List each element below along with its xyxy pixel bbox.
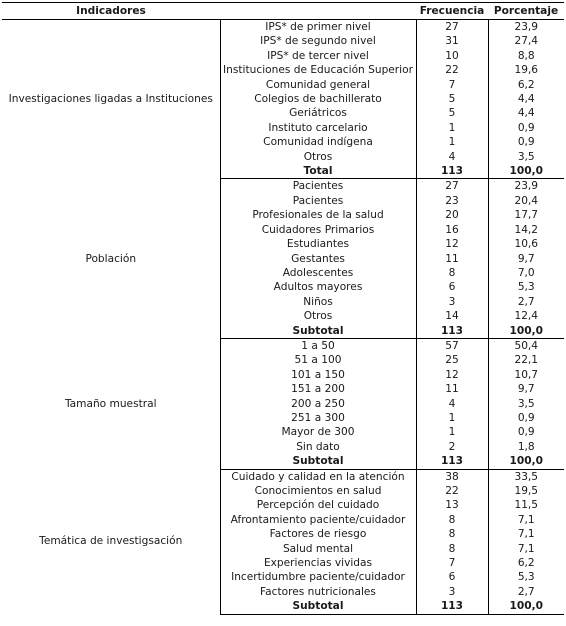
frequency-cell: 6 <box>416 570 488 584</box>
category-cell: IPS* de segundo nivel <box>220 34 416 48</box>
header-porcentaje: Porcentaje <box>488 3 564 20</box>
percentage-cell: 5,3 <box>517 281 535 294</box>
category-cell: Subtotal <box>220 599 416 614</box>
frequency-cell: 27 <box>416 20 488 35</box>
frequency-cell: 113 <box>416 164 488 179</box>
section-label: Investigaciones ligadas a Instituciones <box>2 20 220 179</box>
header-blank <box>220 3 416 20</box>
indicators-table-container <box>2 2 564 615</box>
frequency-cell: 16 <box>416 223 488 237</box>
table-row <box>2 179 564 194</box>
frequency-cell: 23 <box>416 194 488 208</box>
category-cell: Colegios de bachillerato <box>220 92 416 106</box>
percentage-cell: 9,7 <box>517 383 535 396</box>
table-body <box>2 20 564 615</box>
frequency-cell: 5 <box>416 106 488 120</box>
frequency-cell: 25 <box>416 353 488 367</box>
percentage-cell: 50,4 <box>514 339 539 352</box>
percentage-cell: 100,0 <box>488 164 564 179</box>
percentage-cell: 8,8 <box>517 49 535 62</box>
percentage-cell: 3,5 <box>517 150 535 163</box>
frequency-cell: 1 <box>416 135 488 149</box>
section-label: Temática de investigsación <box>2 469 220 614</box>
category-cell: Pacientes <box>220 179 416 194</box>
frequency-cell: 22 <box>416 484 488 498</box>
percentage-cell: 19,5 <box>514 485 539 497</box>
percentage-cell: 22,1 <box>514 354 539 367</box>
category-cell: Profesionales de la salud <box>220 208 416 222</box>
percentage-cell: 0,9 <box>517 411 535 424</box>
category-cell: Adultos mayores <box>220 280 416 294</box>
frequency-cell: 8 <box>416 513 488 527</box>
frequency-cell: 12 <box>416 237 488 251</box>
percentage-cell: 0,9 <box>517 121 535 134</box>
category-cell: Afrontamiento paciente/cuidador <box>220 513 416 527</box>
frequency-cell: 113 <box>416 599 488 614</box>
frequency-cell: 113 <box>416 454 488 469</box>
category-cell: Subtotal <box>220 324 416 339</box>
percentage-cell: 5,3 <box>517 571 535 584</box>
percentage-cell: 17,7 <box>514 209 539 222</box>
category-cell: Estudiantes <box>220 237 416 251</box>
percentage-cell: 4,4 <box>517 107 535 120</box>
frequency-cell: 8 <box>416 266 488 280</box>
percentage-cell: 1,8 <box>517 440 535 453</box>
table-header-row <box>2 3 564 20</box>
frequency-cell: 1 <box>416 121 488 135</box>
frequency-cell: 7 <box>416 78 488 92</box>
frequency-cell: 3 <box>416 585 488 599</box>
percentage-cell: 6,2 <box>517 557 535 570</box>
percentage-cell: 4,4 <box>517 93 535 106</box>
category-cell: Conocimientos en salud <box>220 484 416 498</box>
percentage-cell: 7,1 <box>517 542 535 555</box>
frequency-cell: 113 <box>416 324 488 339</box>
percentage-cell: 10,6 <box>514 238 539 251</box>
frequency-cell: 8 <box>416 542 488 556</box>
frequency-cell: 4 <box>416 150 488 164</box>
category-cell: Incertidumbre paciente/cuidador <box>220 570 416 584</box>
category-cell: Otros <box>220 150 416 164</box>
percentage-cell: 100,0 <box>488 324 564 339</box>
section-label: Población <box>2 179 220 338</box>
frequency-cell: 3 <box>416 295 488 309</box>
category-cell: Comunidad indígena <box>220 135 416 149</box>
frequency-cell: 7 <box>416 556 488 570</box>
percentage-cell: 100,0 <box>488 454 564 469</box>
percentage-cell: 27,4 <box>514 35 539 48</box>
category-cell: Factores de riesgo <box>220 527 416 541</box>
percentage-cell: 23,9 <box>514 21 539 33</box>
percentage-cell: 14,2 <box>514 223 539 236</box>
percentage-cell: 19,6 <box>514 64 539 77</box>
percentage-cell: 20,4 <box>514 194 539 207</box>
frequency-cell: 20 <box>416 208 488 222</box>
percentage-cell: 6,2 <box>517 78 535 91</box>
frequency-cell: 6 <box>416 280 488 294</box>
frequency-cell: 8 <box>416 527 488 541</box>
percentage-cell: 2,7 <box>517 295 535 308</box>
header-frecuencia: Frecuencia <box>416 3 488 20</box>
frequency-cell: 13 <box>416 498 488 512</box>
frequency-cell: 31 <box>416 34 488 48</box>
category-cell: Mayor de 300 <box>220 425 416 439</box>
category-cell: Comunidad general <box>220 78 416 92</box>
table-row <box>2 469 564 484</box>
percentage-cell: 100,0 <box>488 599 564 614</box>
percentage-cell: 0,9 <box>517 426 535 439</box>
percentage-cell: 12,4 <box>514 310 539 323</box>
category-cell: Geriátricos <box>220 106 416 120</box>
percentage-cell: 33,5 <box>514 470 539 483</box>
category-cell: Total <box>220 164 416 179</box>
table-row <box>2 20 564 35</box>
category-cell: Salud mental <box>220 542 416 556</box>
frequency-cell: 4 <box>416 397 488 411</box>
category-cell: Experiencias vividas <box>220 556 416 570</box>
category-cell: IPS* de tercer nivel <box>220 49 416 63</box>
category-cell: Gestantes <box>220 252 416 266</box>
frequency-cell: 1 <box>416 425 488 439</box>
category-cell: Sin dato <box>220 440 416 454</box>
category-cell: Factores nutricionales <box>220 585 416 599</box>
frequency-cell: 11 <box>416 252 488 266</box>
header-indicadores: Indicadores <box>2 3 220 20</box>
category-cell: 1 a 50 <box>220 338 416 353</box>
category-cell: Subtotal <box>220 454 416 469</box>
percentage-cell: 0,9 <box>517 136 535 149</box>
category-cell: Cuidado y calidad en la atención <box>220 469 416 484</box>
section-label: Tamaño muestral <box>2 338 220 469</box>
category-cell: Adolescentes <box>220 266 416 280</box>
percentage-cell: 10,7 <box>514 368 539 381</box>
frequency-cell: 2 <box>416 440 488 454</box>
category-cell: Instituto carcelario <box>220 121 416 135</box>
frequency-cell: 57 <box>416 338 488 353</box>
category-cell: 101 a 150 <box>220 368 416 382</box>
percentage-cell: 7,0 <box>517 266 535 279</box>
category-cell: 251 a 300 <box>220 411 416 425</box>
percentage-cell: 11,5 <box>514 499 539 512</box>
category-cell: 51 a 100 <box>220 353 416 367</box>
frequency-cell: 11 <box>416 382 488 396</box>
category-cell: Cuidadores Primarios <box>220 223 416 237</box>
category-cell: Percepción del cuidado <box>220 498 416 512</box>
category-cell: IPS* de primer nivel <box>220 20 416 35</box>
category-cell: 151 a 200 <box>220 382 416 396</box>
frequency-cell: 12 <box>416 368 488 382</box>
frequency-cell: 38 <box>416 469 488 484</box>
table-row <box>2 338 564 353</box>
category-cell: Niños <box>220 295 416 309</box>
category-cell: Pacientes <box>220 194 416 208</box>
frequency-cell: 14 <box>416 309 488 323</box>
indicators-table <box>2 2 564 615</box>
frequency-cell: 27 <box>416 179 488 194</box>
frequency-cell: 1 <box>416 411 488 425</box>
percentage-cell: 23,9 <box>514 180 539 193</box>
percentage-cell: 7,1 <box>517 513 535 526</box>
percentage-cell: 2,7 <box>517 585 535 598</box>
category-cell: Otros <box>220 309 416 323</box>
percentage-cell: 3,5 <box>517 397 535 410</box>
frequency-cell: 10 <box>416 49 488 63</box>
frequency-cell: 5 <box>416 92 488 106</box>
frequency-cell: 22 <box>416 63 488 77</box>
category-cell: 200 a 250 <box>220 397 416 411</box>
percentage-cell: 7,1 <box>517 528 535 541</box>
category-cell: Instituciones de Educación Superior <box>220 63 416 77</box>
percentage-cell: 9,7 <box>517 252 535 265</box>
